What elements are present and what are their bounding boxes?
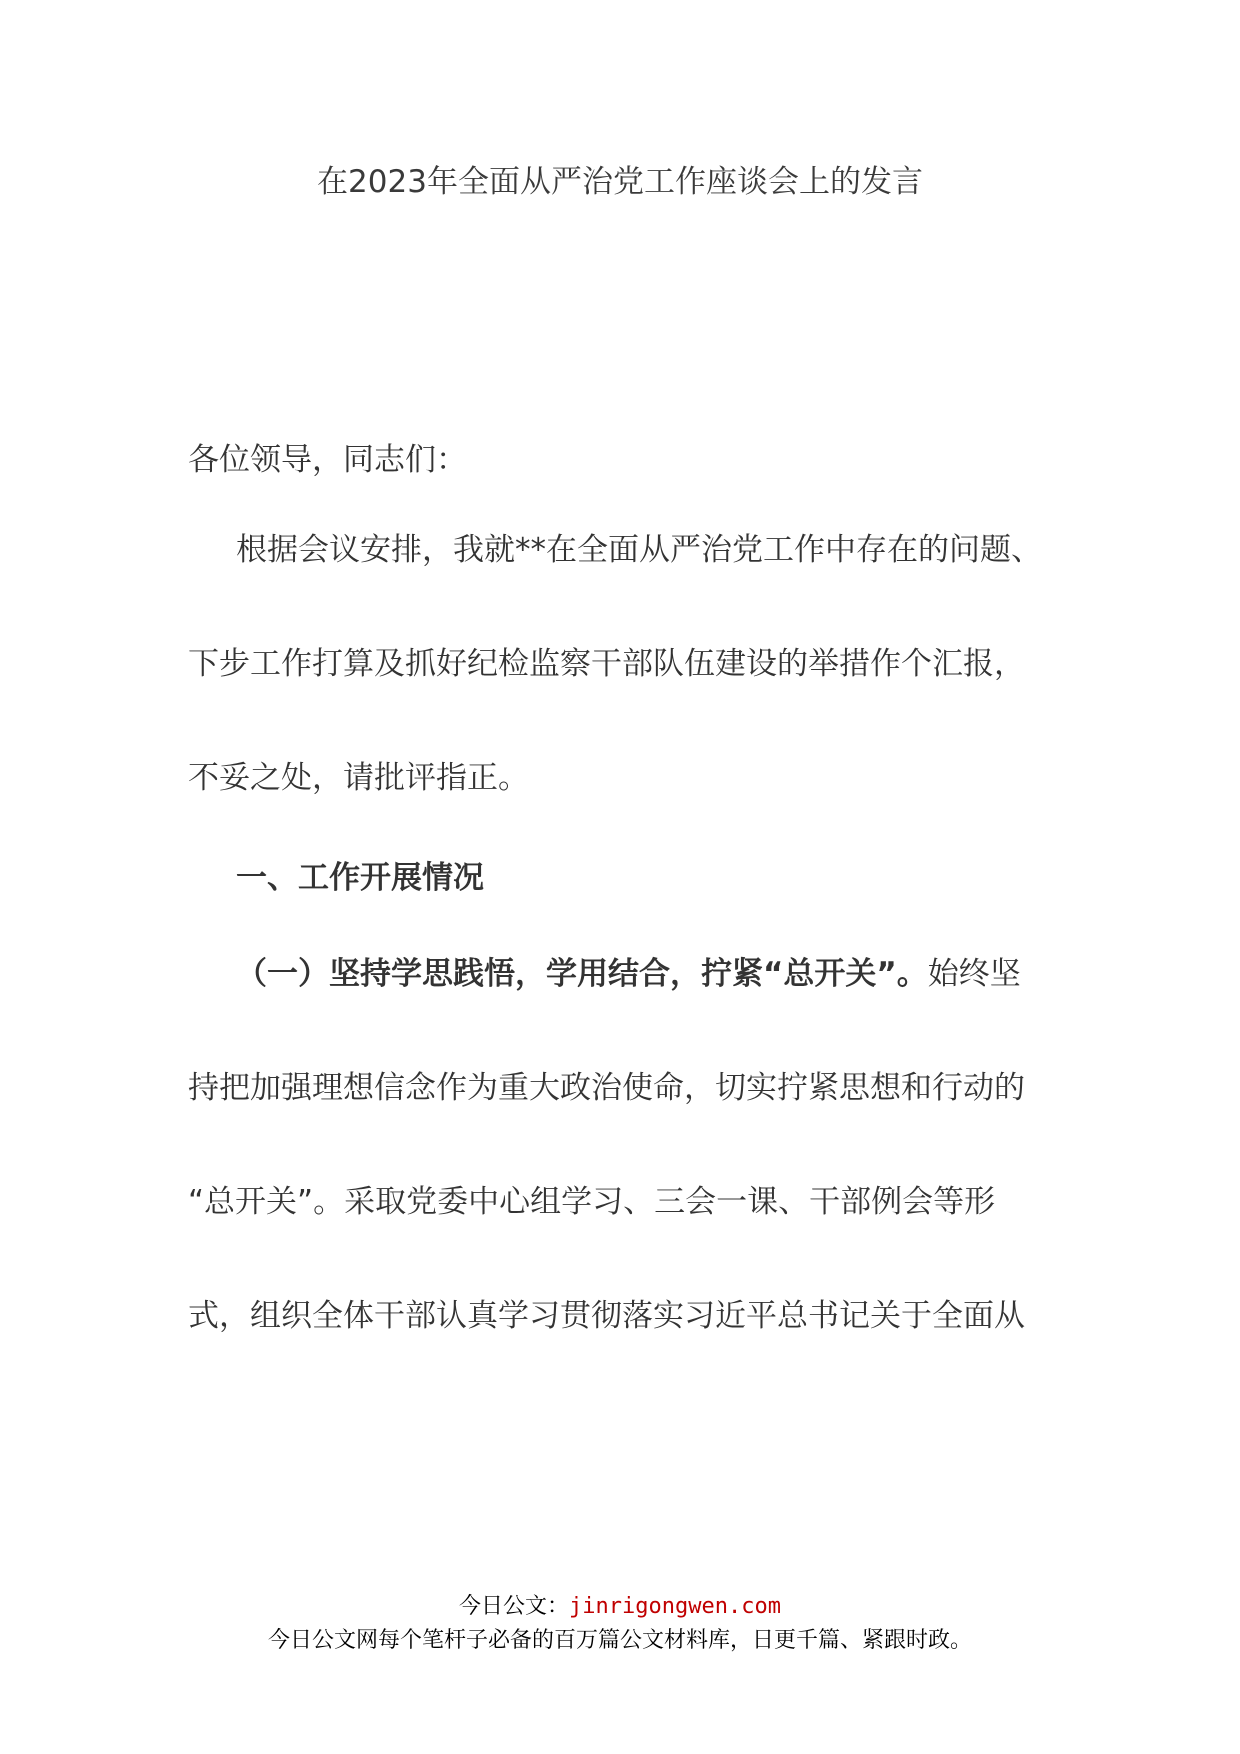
salutation: 各位领导，同志们： [188, 442, 467, 478]
paragraph-line: “总开关”。采取党委中心组学习、三会一课、干部例会等形 [188, 1184, 996, 1220]
subsection-text: 始终坚 [927, 956, 1021, 992]
subsection-heading: （一）坚持学思践悟，学用结合，拧紧“总开关”。 [236, 956, 928, 992]
paragraph-line: 持把加强理想信念作为重大政治使命，切实拧紧思想和行动的 [188, 1070, 1025, 1106]
section-heading: 一、工作开展情况 [236, 860, 484, 896]
footer-url-link[interactable]: jinrigongwen.com [569, 1594, 781, 1619]
footer-tagline: 今日公文网每个笔杆子必备的百万篇公文材料库，日更千篇、紧跟时政。 [267, 1628, 972, 1653]
footer-prefix: 今日公文： [459, 1594, 570, 1619]
paragraph-line: 式，组织全体干部认真学习贯彻落实习近平总书记关于全面从 [188, 1298, 1025, 1334]
footer-source [0, 1592, 1240, 1622]
document-title: 在2023年全面从严治党工作座谈会上的发言 [317, 164, 923, 200]
paragraph-line: 根据会议安排，我就**在全面从严治党工作中存在的问题、 [236, 532, 1042, 568]
subsection-first-line [236, 952, 1116, 996]
paragraph-line: 不妥之处，请批评指正。 [188, 760, 529, 796]
paragraph-line: 下步工作打算及抓好纪检监察干部队伍建设的举措作个汇报， [188, 646, 1025, 682]
